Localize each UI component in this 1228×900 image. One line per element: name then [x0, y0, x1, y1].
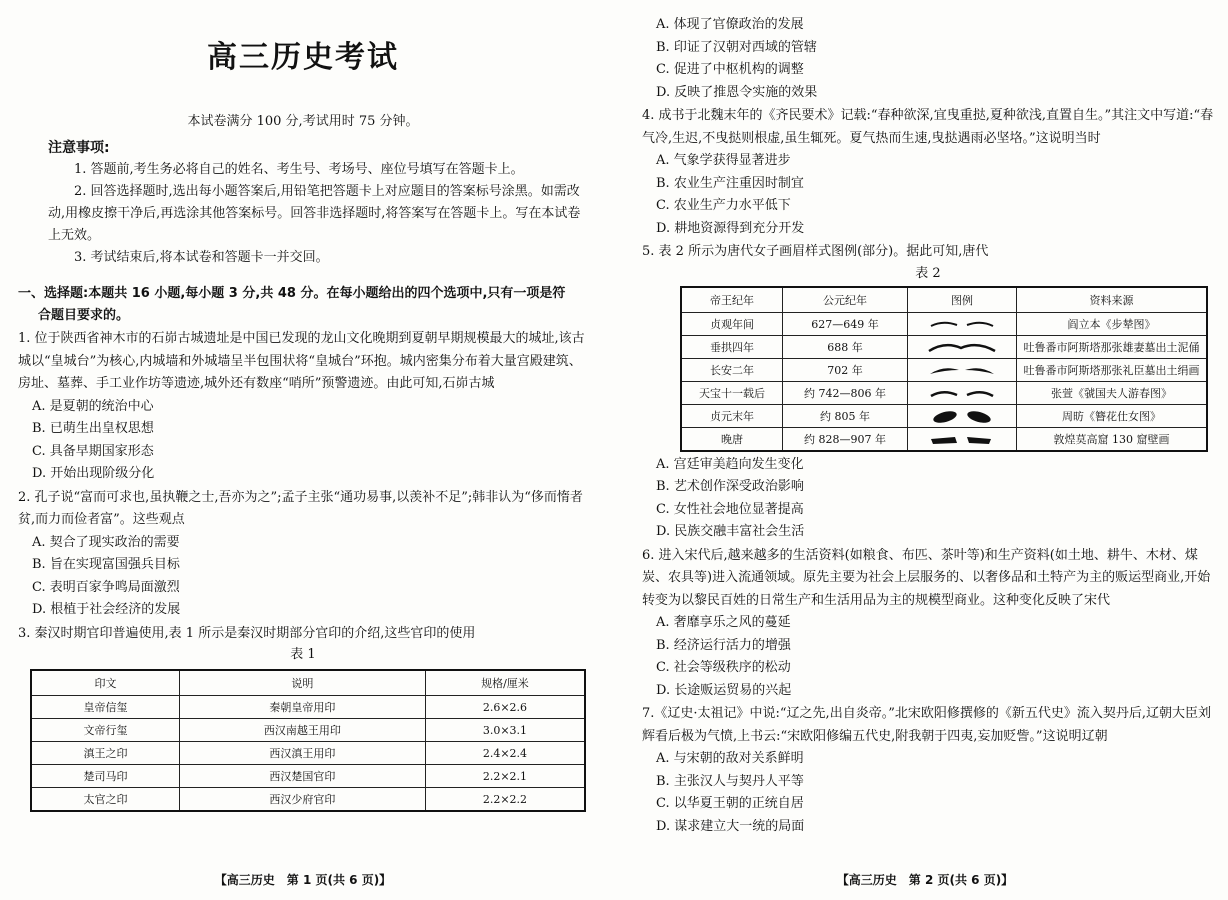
table-1 [30, 669, 586, 812]
table-row [681, 312, 1207, 335]
table-header-row [31, 670, 585, 696]
question-1 [18, 328, 588, 486]
column-header: 说明 [179, 670, 425, 696]
table-cell: 吐鲁番市阿斯塔那张礼臣墓出土绢画 [1017, 358, 1208, 381]
table-row [681, 427, 1207, 451]
question-stem: 4. 成书于北魏末年的《齐民要术》记载:“春种欲深,宜曳重挞,夏种欲浅,直置自生。”其注文中写道:“春气冷,生迟,不曳挞则根虚,虽生辄死。夏气热而生速,曳挞遇雨必坚垎。”这说明当时 [642, 108, 1214, 146]
table-cell: 天宝十一载后 [681, 381, 783, 404]
option-d: D. 根植于社会经济的发展 [32, 602, 181, 617]
question-stem: 7.《辽史·太祖记》中说:“辽之先,出自炎帝。”北宋欧阳修撰修的《新五代史》流入契丹后,辽朝大臣刘辉看后极为气愤,上书云:“宋欧阳修编五代史,附我朝于四夷,妄加贬訾。”这说明辽朝 [642, 706, 1211, 744]
table-cell: 2.2×2.2 [425, 788, 585, 812]
question-6 [642, 545, 1214, 703]
table-cell: 敦煌莫高窟 130 窟壁画 [1017, 427, 1208, 451]
table-cell: 627—649 年 [783, 312, 908, 335]
question-7 [642, 703, 1214, 838]
option-d: D. 长途贩运贸易的兴起 [656, 682, 792, 698]
notice-item-2: 2. 回答选择题时,选出每小题答案后,用铅笔把答题卡上对应题目的答案标号涂黑。如需改动,用橡皮擦干净后,再选涂其他答案标号。回答非选择题时,将答案写在答题卡上。写在本试卷上无效。 [48, 184, 581, 243]
option-a: A. 与宋朝的敌对关系鲜明 [656, 751, 804, 766]
exam-info: 本试卷满分 100 分,考试用时 75 分钟。 [187, 114, 419, 129]
option-d: D. 民族交融丰富社会生活 [656, 524, 805, 539]
table-row [31, 765, 585, 788]
table-cell: 滇王之印 [31, 742, 179, 765]
option-d: D. 耕地资源得到充分开发 [656, 220, 805, 236]
option-c: C. 社会等级秩序的松动 [656, 660, 791, 675]
section-line-1: 一、选择题:本题共 16 小题,每小题 3 分,共 48 分。在每小题给出的四个选项中,只有一项是符 [18, 286, 566, 301]
table-cell: 西汉少府官印 [179, 788, 425, 812]
option-c: C. 具备早期国家形态 [32, 443, 154, 459]
option-d: D. 谋求建立大一统的局面 [656, 818, 805, 834]
table-cell: 阎立本《步辇图》 [1017, 312, 1208, 335]
question-stem: 5. 表 2 所示为唐代女子画眉样式图例(部分)。据此可知,唐代 [642, 244, 989, 259]
option-c: C. 促进了中枢机构的调整 [656, 62, 804, 77]
table-cell: 西汉南越王用印 [179, 719, 425, 742]
option-a: A. 气象学获得显著进步 [656, 153, 791, 168]
table-cell: 皇帝信玺 [31, 696, 179, 719]
option-b: B. 经济运行活力的增强 [656, 637, 791, 653]
option-c: C. 表明百家争鸣局面激烈 [32, 579, 180, 595]
table-cell: 西汉滇王用印 [179, 742, 425, 765]
table-cell [908, 381, 1017, 404]
section-line-2: 合题目要求的。 [38, 308, 130, 323]
option-a: A. 契合了现实政治的需要 [32, 534, 180, 550]
notice-heading: 注意事项: [48, 140, 110, 156]
table-cell: 张萱《虢国夫人游春图》 [1017, 381, 1208, 404]
question-5 [642, 241, 1214, 544]
table-2-caption: 表 2 [915, 265, 941, 281]
section-heading [18, 283, 588, 327]
dense-brow-icon [927, 431, 997, 447]
table-cell: 晚唐 [681, 427, 783, 451]
question-stem: 6. 进入宋代后,越来越多的生活资料(如粮食、布匹、茶叶等)和生产资料(如土地、耕牛、木材、煤炭、农具等)进入流通领域。原先主要为社会上层服务的、以奢侈品和土特产为主的贩运型商业,开始转变为以黎民百姓的日常生产和生活用品为主的规模型商业。这种变化反映了宋代 [642, 547, 1211, 608]
table-cell: 西汉楚国官印 [179, 765, 425, 788]
option-c: C. 农业生产力水平低下 [656, 198, 791, 213]
table-row [31, 719, 585, 742]
table-cell: 楚司马印 [31, 765, 179, 788]
option-c: C. 以华夏王朝的正统自居 [656, 796, 804, 811]
table-cell [908, 404, 1017, 427]
table-cell: 2.4×2.4 [425, 742, 585, 765]
column-header: 规格/厘米 [425, 670, 585, 696]
column-header: 图例 [908, 287, 1017, 313]
option-c: C. 女性社会地位显著提高 [656, 501, 804, 517]
option-d: D. 反映了推恩令实施的效果 [656, 84, 818, 100]
arched-brow-icon [927, 339, 997, 355]
table-cell: 702 年 [783, 358, 908, 381]
question-4 [642, 105, 1214, 240]
table-cell: 垂拱四年 [681, 335, 783, 358]
table-cell: 约 805 年 [783, 404, 908, 427]
table-row [31, 742, 585, 765]
table-cell: 吐鲁番市阿斯塔那张雄妻墓出土泥俑 [1017, 335, 1208, 358]
table-cell: 长安二年 [681, 358, 783, 381]
page-2-footer: 【高三历史 第 2 页(共 6 页)】 [836, 873, 1014, 887]
table-2 [680, 286, 1208, 452]
table-cell: 文帝行玺 [31, 719, 179, 742]
table-row [681, 381, 1207, 404]
table-row [681, 358, 1207, 381]
column-header: 资料来源 [1017, 287, 1208, 313]
table-cell: 贞元末年 [681, 404, 783, 427]
option-a: A. 宫廷审美趋向发生变化 [656, 456, 804, 472]
option-b: B. 农业生产注重因时制宜 [656, 175, 804, 191]
table-cell: 688 年 [783, 335, 908, 358]
question-stem: 1. 位于陕西省神木市的石峁古城遗址是中国已发现的龙山文化晚期到夏朝早期规模最大的城址,该古城以“皇城台”为核心,内城墙和外城墙呈半包围状将“皇城台”环抱。城内密集分布着大量宫殿建筑、房址、墓葬、手工业作坊等遗迹,城外还有数座“哨所”预警遗迹。由此可知,石峁古城 [18, 331, 585, 391]
notice-item-1: 1. 答题前,考生务必将自己的姓名、考生号、考场号、座位号填写在答题卡上。 [74, 162, 524, 177]
table-cell: 2.6×2.6 [425, 696, 585, 719]
thin-brow-icon [927, 316, 997, 332]
option-b: B. 已萌生出皇权思想 [32, 421, 154, 436]
moth-brow-icon [927, 408, 997, 424]
table-row [681, 404, 1207, 427]
table-cell [908, 335, 1017, 358]
table-cell: 约 742—806 年 [783, 381, 908, 404]
table-cell [908, 358, 1017, 381]
option-b: B. 主张汉人与契丹人平等 [656, 773, 804, 789]
table-row [31, 696, 585, 719]
table-row [31, 788, 585, 812]
broad-brow-icon [927, 362, 997, 378]
table-cell: 2.2×2.1 [425, 765, 585, 788]
question-3-options [642, 14, 1214, 104]
table-1-caption: 表 1 [290, 647, 316, 662]
option-a: A. 奢靡享乐之风的蔓延 [656, 615, 791, 630]
option-a: A. 体现了官僚政治的发展 [656, 17, 804, 32]
exam-title: 高三历史考试 [207, 40, 399, 75]
page-1 [0, 0, 606, 900]
question-3 [18, 623, 588, 813]
column-header: 印文 [31, 670, 179, 696]
column-header: 公元纪年 [783, 287, 908, 313]
curved-brow-icon [927, 385, 997, 401]
table-cell: 贞观年间 [681, 312, 783, 335]
option-b: B. 印证了汉朝对西域的管辖 [656, 39, 817, 55]
page-2 [622, 0, 1228, 900]
option-a: A. 是夏朝的统治中心 [32, 398, 154, 414]
table-cell: 太官之印 [31, 788, 179, 812]
question-stem: 3. 秦汉时期官印普遍使用,表 1 所示是秦汉时期部分官印的介绍,这些官印的使用 [18, 625, 476, 641]
column-header: 帝王纪年 [681, 287, 783, 313]
table-cell: 约 828—907 年 [783, 427, 908, 451]
question-stem: 2. 孔子说“富而可求也,虽执鞭之士,吾亦为之”;孟子主张“通功易事,以羡补不足”;韩非认为“侈而惰者贫,而力而俭者富”。这些观点 [18, 489, 583, 527]
option-b: B. 旨在实现富国强兵目标 [32, 557, 180, 572]
table-cell: 周昉《簪花仕女图》 [1017, 404, 1208, 427]
table-cell: 3.0×3.1 [425, 719, 585, 742]
table-row [681, 335, 1207, 358]
table-header-row [681, 287, 1207, 313]
option-b: B. 艺术创作深受政治影响 [656, 479, 804, 494]
question-2 [18, 487, 588, 622]
table-cell [908, 427, 1017, 451]
table-cell [908, 312, 1017, 335]
notice-item-3: 3. 考试结束后,将本试卷和答题卡一并交回。 [74, 250, 329, 265]
table-cell: 秦朝皇帝用印 [179, 696, 425, 719]
page-1-footer: 【高三历史 第 1 页(共 6 页)】 [214, 873, 392, 887]
option-d: D. 开始出现阶级分化 [32, 466, 155, 481]
